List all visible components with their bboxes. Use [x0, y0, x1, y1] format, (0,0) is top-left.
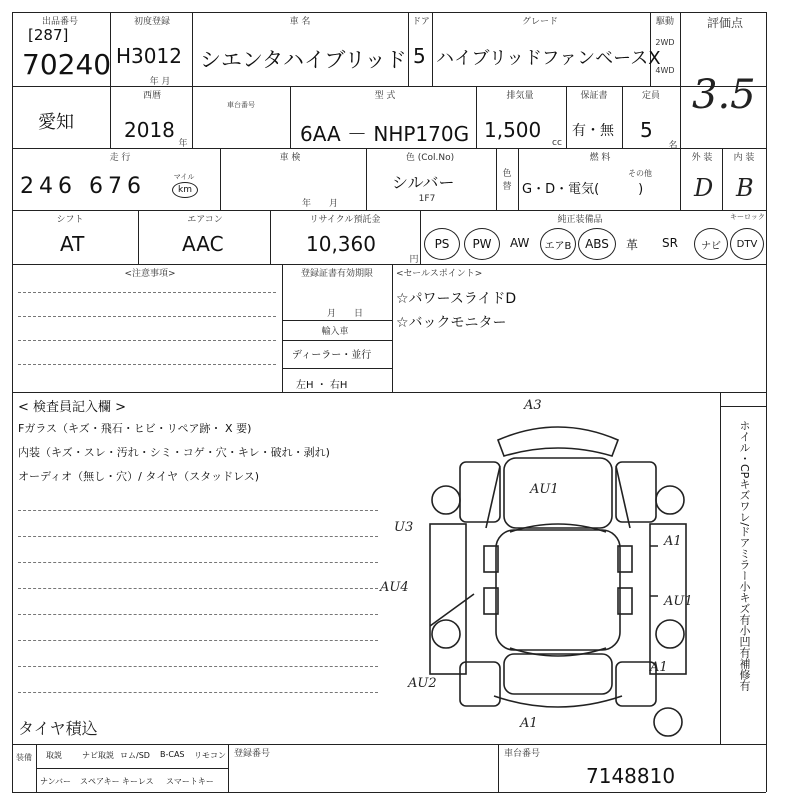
- inspector-glass: Fガラス（キズ・飛石・ヒビ・リペア跡・ X 要): [18, 422, 252, 435]
- fuel-value: G・D・電気( ): [522, 182, 644, 197]
- equip-dtv: DTV: [730, 228, 764, 260]
- mark-left-door: AU4: [380, 580, 409, 595]
- equip-pw: PW: [464, 228, 500, 260]
- equip-spare-key: スペアキー: [80, 777, 120, 786]
- color-value: シルバー: [392, 173, 455, 192]
- mileage-value: 246 676: [20, 174, 146, 199]
- import-value: ディーラー・並行: [292, 350, 372, 361]
- region: 愛知: [38, 112, 74, 133]
- equip-sr: SR: [662, 236, 678, 250]
- lot-label: 出品番号: [41, 17, 78, 27]
- equip-aw: AW: [510, 236, 530, 250]
- seats-value: 5: [640, 118, 653, 142]
- frame-left: [12, 12, 13, 792]
- mark-right-rear: A1: [650, 660, 668, 675]
- auction-sheet: 出品番号 [287] 70240 初度登録 H3012 年 月 車 名 シエンタハイブリッド ドア 5 グレード ハイブリッドファンベースX 駆動 2WD 4WD 評価点 3.5 愛知 西暦 2018 年 車台番号 型 式 6AA － NHP170G 排気量 1,500 cc 保証書 有・無 定員 5 名 走 行 246 676 マイル km 車 検 年 月 色 (Col.No) シルバー 1F7 色替 燃 料 その他 G・D・電気( ) 外 装 D 内 装 B シフト AT エアコン AAC リサイクル預託金 10,360 円 純正装備品 キーロック PS PW AW エアB ABS 革 SR ナビ DTV <注意事項> 登録証書有効期限 月 日 輸入車 ディーラー・並行 左H ・ 右H <セールスポイント> ☆パワースライドD ☆バックモニター < 検査員記入欄 > Fガラス（キズ・飛石・ヒビ・リペア跡・ X 要) 内装（キズ・スレ・汚れ・シミ・コゲ・穴・キレ・破れ・剥れ) オーディオ（無し・穴）/ タイヤ（スタッドレス) タイヤ積込 ホイル・CPキズワレ/ドアミラー小キズ有小凹有補修有 A3 AU1 A1 U3 AU4 AU1 A1 AU2 A1 装備 取説 ナビ取説 ロム/SD B-CAS リモコン ナンバー スペアキー キーレス スマートキー 登録番号 車台番号 7148810: [0, 0, 800, 800]
- doors-value: 5: [413, 44, 426, 68]
- equip-smart-key: スマートキー: [166, 777, 214, 786]
- equip-navi: ナビ: [694, 228, 728, 260]
- recycle-value: 10,360: [306, 232, 376, 256]
- equip-abs: ABS: [578, 228, 616, 260]
- mark-right-front: A1: [664, 534, 682, 549]
- warranty-value: 有・無: [572, 123, 614, 139]
- equip-navi-manual: ナビ取説: [82, 751, 114, 760]
- equip-airbag: エアB: [540, 228, 576, 260]
- mark-rear: A1: [520, 716, 538, 731]
- first-reg-label: 初度登録: [133, 17, 170, 27]
- model-name: シエンタハイブリッド: [200, 48, 407, 72]
- equip-remote: リモコン: [194, 751, 226, 760]
- bottom-note: タイヤ積込: [18, 719, 98, 738]
- model-name-label: 車 名: [289, 17, 311, 27]
- inspector-title: < 検査員記入欄 >: [18, 400, 127, 415]
- equip-leather: 革: [626, 238, 639, 252]
- mileage-unit: km: [172, 182, 198, 198]
- type-code: 6AA － NHP170G: [300, 122, 470, 146]
- side-note: ホイル・CPキズワレ/ドアミラー小キズ有小凹有補修有: [738, 420, 751, 692]
- score-value: 3.5: [692, 72, 756, 118]
- chassis-number: 7148810: [586, 764, 676, 788]
- steering-value: 左H ・ 右H: [296, 380, 348, 391]
- lot-number: 70240: [22, 48, 112, 81]
- exterior-grade: D: [694, 174, 714, 202]
- shift-value: AT: [60, 232, 85, 256]
- car-diagram: [400, 396, 716, 740]
- equip-manual: 取説: [46, 751, 62, 760]
- first-reg-value: H3012: [116, 44, 182, 68]
- inspector-interior: 内装（キズ・スレ・汚れ・シミ・コゲ・穴・キレ・破れ・剥れ): [18, 446, 330, 459]
- mark-hood: AU1: [530, 482, 559, 497]
- grade-label: グレード: [521, 17, 558, 27]
- mark-front: A3: [524, 398, 542, 413]
- year-value: 2018: [124, 118, 175, 142]
- displacement-value: 1,500: [484, 118, 542, 142]
- grade-value: ハイブリッドファンベースX: [436, 48, 661, 69]
- equip-keyless: キーレス: [122, 777, 154, 786]
- score-label: 評価点: [706, 16, 743, 30]
- equip-rom: ロム/SD: [120, 751, 150, 760]
- inspector-audio: オーディオ（無し・穴）/ タイヤ（スタッドレス): [18, 470, 260, 483]
- interior-grade: B: [736, 174, 754, 202]
- frame-top: [12, 12, 766, 13]
- aircon-value: AAC: [182, 232, 224, 256]
- equip-ps: PS: [424, 228, 460, 260]
- lot-sub: [287]: [28, 26, 69, 44]
- mark-left-front: U3: [394, 520, 414, 535]
- equip-plate: ナンバー: [40, 777, 72, 786]
- mark-left-rear: AU2: [408, 676, 437, 691]
- frame-right: [766, 12, 767, 792]
- sales-point-1: ☆パワースライドD: [396, 291, 517, 307]
- sales-point-2: ☆バックモニター: [396, 315, 507, 331]
- equip-bcas: B-CAS: [160, 750, 185, 759]
- mark-right-door: AU1: [664, 594, 693, 609]
